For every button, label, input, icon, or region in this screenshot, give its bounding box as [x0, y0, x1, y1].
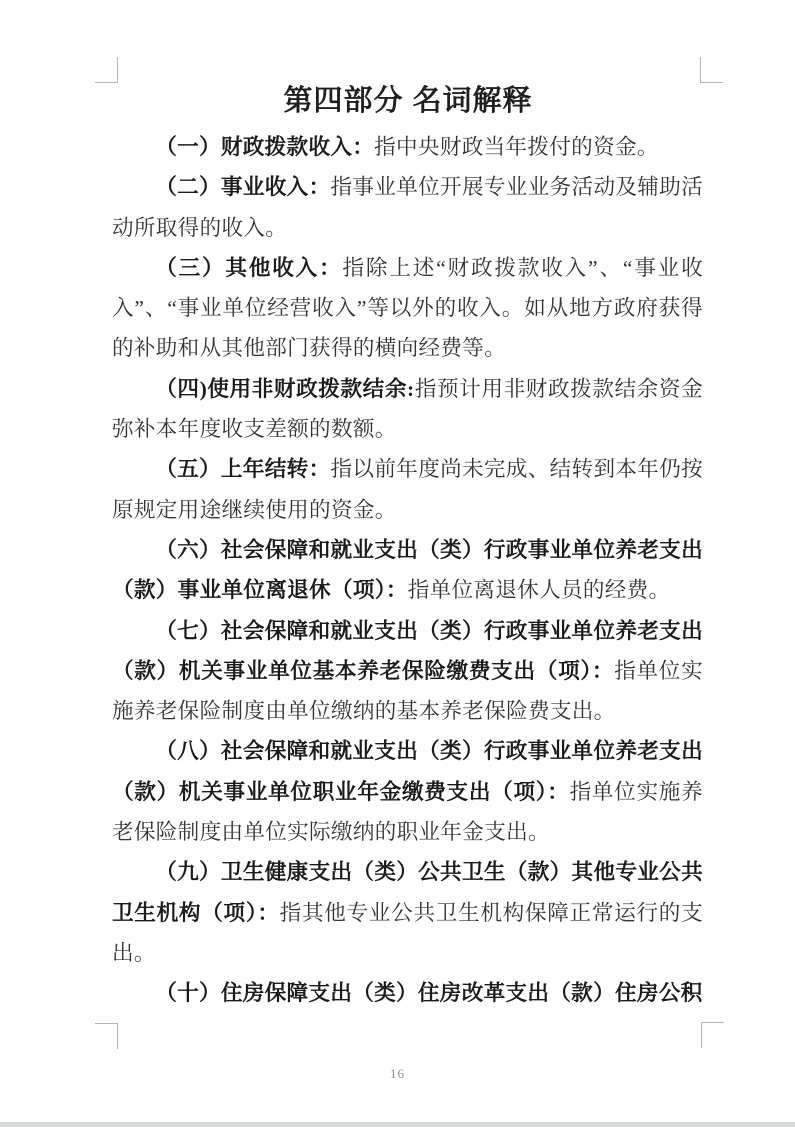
- definition-paragraph: [112, 852, 703, 973]
- term-label: （三）其他收入：: [155, 255, 343, 280]
- term-label: （二）事业收入：: [155, 175, 331, 200]
- definition-paragraph: [112, 973, 703, 1013]
- term-definition: 指单位离退休人员的经费。: [407, 578, 671, 603]
- term-label: （十）住房保障支出（类）住房改革支出（款）住房公积: [155, 981, 703, 1006]
- definition-paragraph: [112, 530, 703, 611]
- definition-paragraph: [112, 167, 703, 248]
- term-definition: 指事业单位开展专业业务活动及辅助活动所取得的收入。: [112, 175, 703, 240]
- term-label: （六）社会保障和就业支出（类）行政事业单位养老支出（款）事业单位离退休（项）：: [112, 537, 703, 603]
- definition-paragraph: [112, 127, 703, 167]
- term-label: （五）上年结转：: [155, 457, 331, 482]
- term-definition: 指单位实施养老保险制度由单位实际缴纳的职业年金支出。: [112, 779, 703, 845]
- margin-corner-mark-top-left: [95, 57, 118, 83]
- definition-paragraph: [112, 611, 703, 732]
- term-definition: 指单位实施养老保险制度由单位缴纳的基本养老保险费支出。: [112, 658, 703, 724]
- term-definition: 指除上述“财政拨款收入”、“事业收入”、“事业单位经营收入”等以外的收入。如从地方政府获得的补助和从其他部门获得的横向经费等。: [112, 255, 703, 361]
- definition-paragraph: [112, 731, 703, 852]
- document-body: [112, 127, 703, 1014]
- margin-corner-mark-bottom-right: [701, 1022, 724, 1048]
- term-definition: 指以前年度尚未完成、结转到本年仍按原规定用途继续使用的资金。: [112, 457, 703, 522]
- margin-corner-mark-top-right: [700, 57, 723, 83]
- term-definition: 指预计用非财政拨款结余资金弥补本年度收支差额的数额。: [112, 376, 703, 442]
- term-label: （八）社会保障和就业支出（类）行政事业单位养老支出（款）机关事业单位职业年金缴费支出（项）：: [112, 739, 703, 804]
- page-bottom-edge: [0, 1122, 795, 1127]
- page-number: 16: [390, 1066, 405, 1081]
- definition-paragraph: [112, 248, 703, 369]
- definition-paragraph: [112, 369, 703, 450]
- definition-paragraph: [112, 449, 703, 530]
- term-label: （四)使用非财政拨款结余:: [155, 376, 415, 401]
- page-title: 第四部分 名词解释: [283, 85, 533, 117]
- term-label: （七）社会保障和就业支出（类）行政事业单位养老支出（款）机关事业单位基本养老保险缴费支出（项）：: [112, 618, 703, 683]
- term-definition: 指中央财政当年拨付的资金。: [374, 135, 659, 159]
- margin-corner-mark-bottom-left: [95, 1023, 118, 1049]
- term-definition: 指其他专业公共卫生机构保障正常运行的支出。: [112, 900, 704, 965]
- term-label: （九）卫生健康支出（类）公共卫生（款）其他专业公共卫生机构（项）：: [112, 860, 703, 925]
- term-label: （一）财政拨款收入：: [155, 135, 375, 159]
